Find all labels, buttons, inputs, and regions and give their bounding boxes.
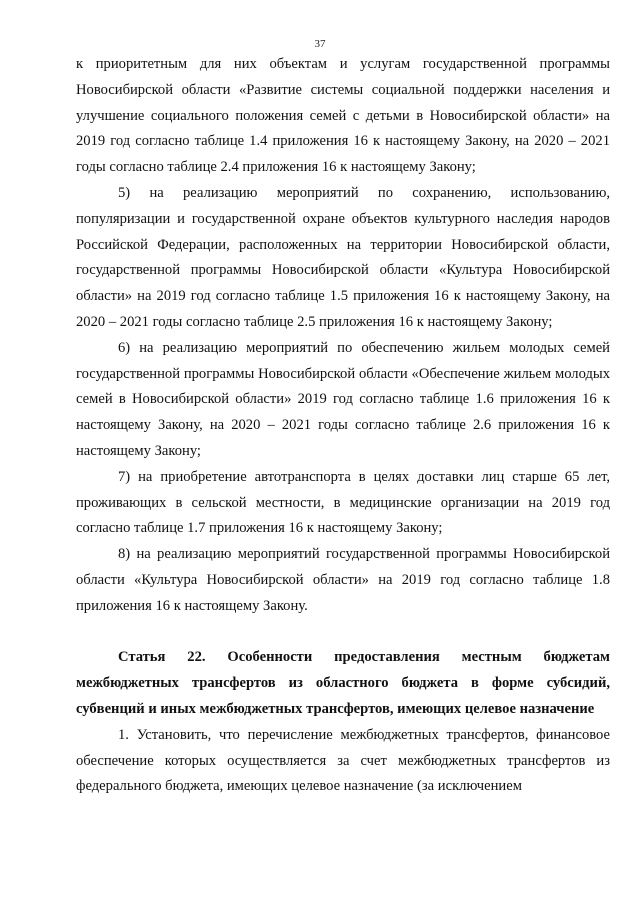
article-heading: Статья 22. Особенности предоставления местным бюджетам межбюджетных трансфертов из областного бюджета в форме субсидий, субвенций и иных межбюджетных трансфертов, имеющих целевое назначение (76, 649, 610, 717)
document-body (76, 52, 610, 800)
paragraph-item-6: 6) на реализацию мероприятий по обеспечению жильем молодых семей государственной программы Новосибирской области «Обеспечение жильем молодых семей в Новосибирской области» 2019 год согласно таблице 1.6 приложения 16 к настоящему Закону, на 2020 – 2021 годы согласно таблице 2.6 приложения 16 к настоящему Закону; (76, 339, 610, 459)
paragraph-item-7: 7) на приобретение автотранспорта в целях доставки лиц старше 65 лет, проживающих в сельской местности, в медицинские организации на 2019 год согласно таблице 1.7 приложения 16 к настоящему Закону; (76, 468, 610, 537)
article-paragraph-1: 1. Установить, что перечисление межбюджетных трансфертов, финансовое обеспечение которых осуществляется за счет межбюджетных трансфертов из федерального бюджета, имеющих целевое назначение (за исключением (76, 726, 610, 795)
paragraph-item-5: 5) на реализацию мероприятий по сохранению, использованию, популяризации и государственной охране объектов культурного наследия народов Российской Федерации, расположенных на территории Новосибирской области, государственной программы Новосибирской области «Культура Новосибирской области» на 2019 год согласно таблице 1.5 приложения 16 к настоящему Закону, на 2020 – 2021 годы согласно таблице 2.5 приложения 16 к настоящему Закону; (76, 184, 610, 330)
page-number: 37 (314, 38, 326, 50)
paragraph-item-4-continuation: к приоритетным для них объектам и услугам государственной программы Новосибирской области «Развитие системы социальной поддержки населения и улучшение социального положения семей с детьми в Новосибирской области» на 2019 год согласно таблице 1.4 приложения 16 к настоящему Закону, на 2020 – 2021 годы согласно таблице 2.4 приложения 16 к настоящему Закону; (76, 56, 610, 176)
paragraph-item-8: 8) на реализацию мероприятий государственной программы Новосибирской области «Культура Новосибирской области» на 2019 год согласно таблице 1.8 приложения 16 к настоящему Закону. (76, 546, 610, 614)
